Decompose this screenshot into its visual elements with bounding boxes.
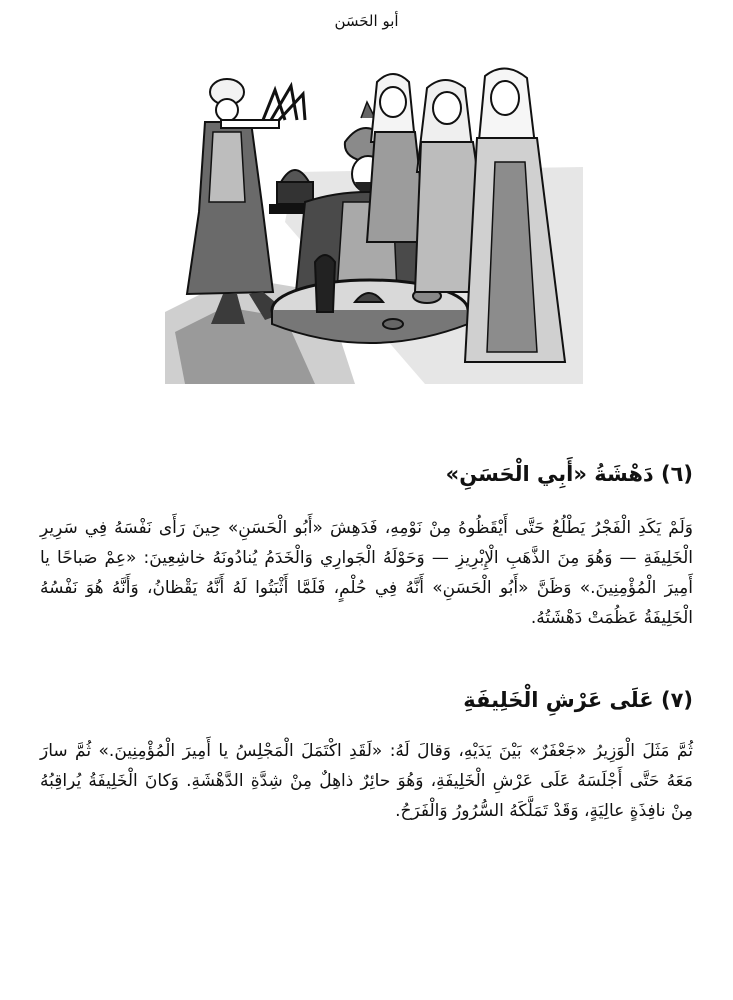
illustration [165, 62, 583, 384]
section-body-6: وَلَمْ يَكَدِ الْفَجْرُ يَطْلُعُ حَتَّى أَيْقَظُوهُ مِنْ نَوْمِهِ، فَدَهِشَ «أَبُو الْحَسَنِ» حِينَ رَأَى نَفْسَهُ فِي سَرِيرِ الْخَلِيفَةِ — وَهُوَ مِنَ الذَّهَبِ الْإِبْرِيزِ — وَحَوْلَهُ الْجَوارِي وَالْخَدَمُ يُنادُونَهُ خاشِعِينَ: «عِمْ صَباحًا يا أَمِيرَ الْمُؤْمِنِينَ.» وَظَنَّ «أَبُو الْحَسَنِ» أَنَّهُ فِي حُلْمٍ، فَلَمَّا أَثْبَتُوا لَهُ أَنَّهُ يَقْظانُ، وَأَنَّهُ هُوَ نَفْسُهُ الْخَلِيفَةُ عَظُمَتْ دَهْشَتُهُ. [40, 518, 693, 628]
section-heading-6: (٦) دَهْشَةُ «أَبِي الْحَسَنِ» [445, 462, 693, 486]
section-body-7: ثُمَّ مَثَلَ الْوَزِيرُ «جَعْفَرٌ» بَيْنَ يَدَيْهِ، وَقالَ لَهُ: «لَقَدِ اكْتَمَلَ الْمَجْلِسُ يا أَمِيرَ الْمُؤْمِنِينَ.» ثُمَّ سارَ مَعَهُ حَتَّى أَجْلَسَهُ عَلَى عَرْشِ الْخَلِيفَةِ، وَهُوَ حائِرٌ ذاهِلٌ مِنْ شِدَّةِ الدَّهْشَةِ. وَكانَ الْخَلِيفَةُ يُراقِبُهُ مِنْ نافِذَةٍ عالِيَةٍ، وَقَدْ تَمَلَّكَهُ السُّرُورُ وَالْفَرَحُ. [40, 741, 693, 821]
section-heading-7: (٧) عَلَى عَرْشِ الْخَلِيفَةِ [463, 688, 693, 712]
running-header: أبو الحَسَن [334, 12, 399, 30]
